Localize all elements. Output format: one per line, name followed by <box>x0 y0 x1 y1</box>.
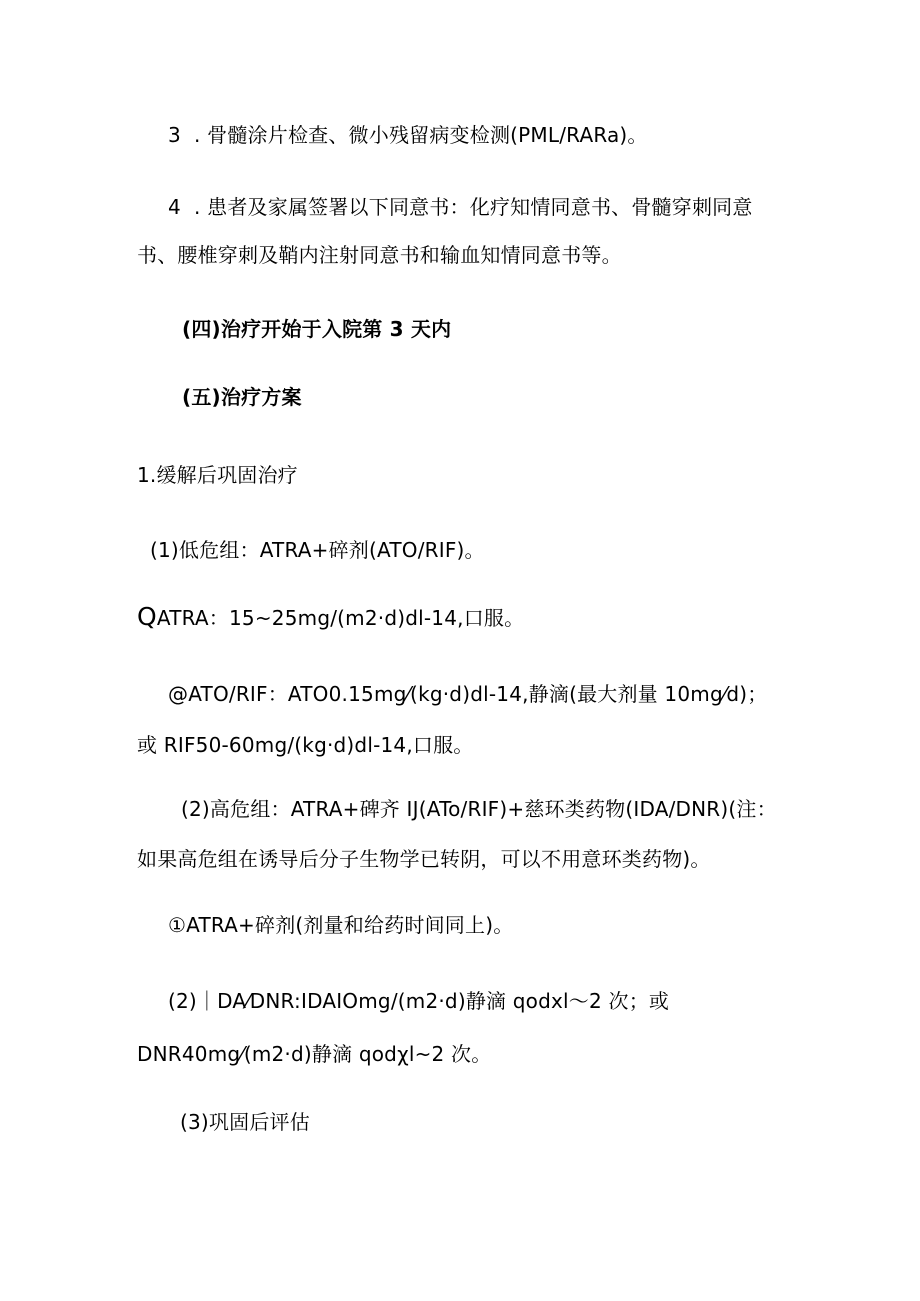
low-risk-group-paragraph: (1)低危组：ATRA+碎剂(ATO/RIF)。 <box>150 538 485 562</box>
ida-dnr-dosage-line2: DNR40mg⁄(m2·d)静滴 qodχl~2 次。 <box>137 1042 492 1066</box>
atra-dosage-paragraph <box>137 603 524 632</box>
subsection-heading-consolidation: 1.缓解后巩固治疗 <box>137 463 298 487</box>
circle-item-atra-dosage: ①ATRA+碎剂(剂量和给药时间同上)。 <box>168 913 514 937</box>
atra-list-marker: Q <box>137 602 157 631</box>
high-risk-group-line1: (2)高危组：ATRA+碑齐 IJ(ATo/RIF)+慈环类药物(IDA/DNR)(注： <box>181 797 777 821</box>
ida-dnr-dosage-line1: (2)｜DA⁄DNR:IDAIOmg/(m2·d)静滴 qodxl～2 次；或 <box>168 989 670 1013</box>
ato-rif-dosage-line1: @ATO/RIF：ATO0.15mg⁄(kg·d)dl-14,静滴(最大剂量 10mg⁄d)； <box>168 682 768 706</box>
section-heading-treatment-plan: (五)治疗方案 <box>182 385 302 409</box>
post-consolidation-evaluation-heading: (3)巩固后评估 <box>180 1110 310 1134</box>
list-item-consent-forms-line2: 书、腰椎穿刺及鞘内注射同意书和输血知情同意书等。 <box>137 243 622 267</box>
list-item-bone-marrow-exam: 3 . 骨髓涂片检查、微小残留病变检测(PML/RARa)。 <box>168 123 648 147</box>
section-heading-treatment-start: (四)治疗开始于入院第 3 天内 <box>182 317 452 341</box>
ato-rif-dosage-line2: 或 RIF50-60mg/(kg·d)dl-14,口服。 <box>137 733 474 757</box>
high-risk-group-line2: 如果高危组在诱导后分子生物学已转阴，可以不用意环类药物)。 <box>137 847 711 871</box>
atra-dosage-text: ATRA：15~25mg/(m2·d)dl-14,口服。 <box>156 606 525 630</box>
list-item-consent-forms-line1: 4 . 患者及家属签署以下同意书：化疗知情同意书、骨髓穿刺同意 <box>168 195 753 219</box>
